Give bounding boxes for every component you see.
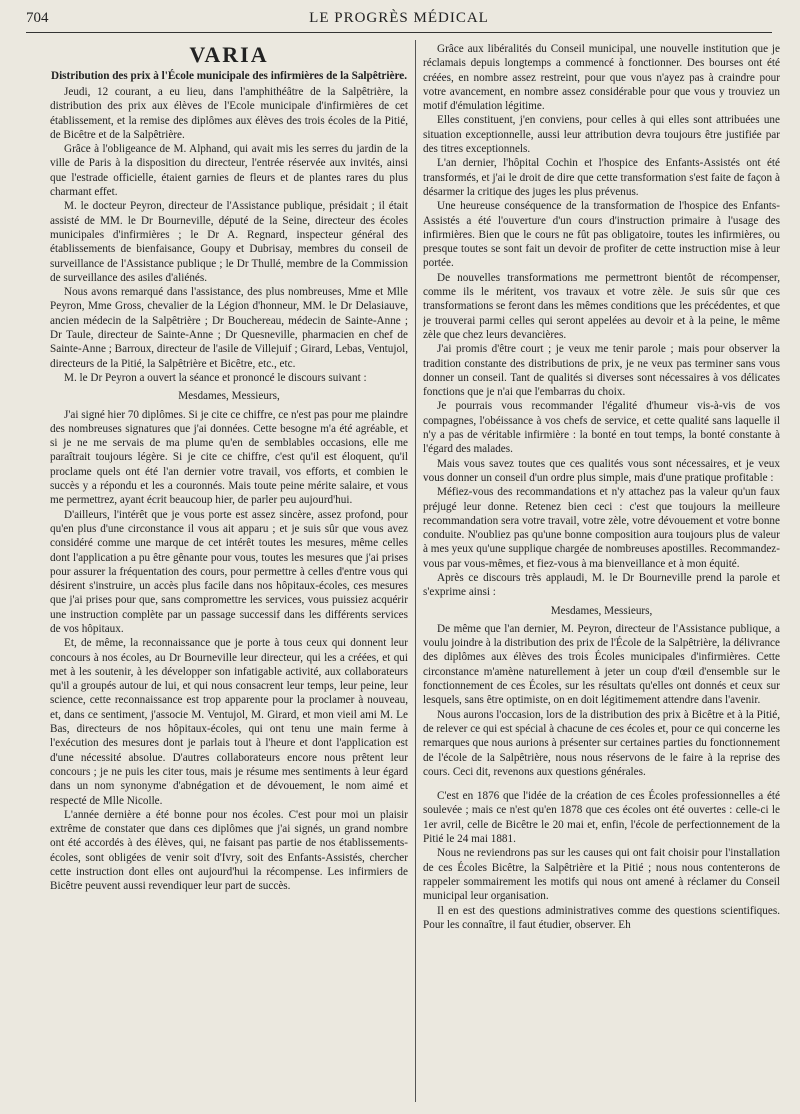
salutation: Mesdames, Messieurs, (178, 390, 280, 403)
paragraph: J'ai signé hier 70 diplômes. Si je cite ce chiffre, ce n'est pas pour me plaindre des nombreuses signatures que j'ai données. Cette besogne m'a été agréable, et si je ne me servais de ma plume qu'en de semblables occasions, elle me paraîtrait toujours légère. Si je cite ce chiffre, c'est qu'il est éloquent, qu'il proclame quels ont été l'an dernier votre travail, vos efforts, et combien le succès y a répondu et les a couronnés. Mais toute peine mérite salaire, et vous me permettrez, ayant écrit beaucoup hier, de parler peu aujourd'hui. (50, 408, 408, 507)
paragraph: Nous aurons l'occasion, lors de la distribution des prix à Bicêtre et à la Pitié, de relever ce qui est spécial à chacune de ces écoles et, pour ce qui concerne les remarques que nous aurions à présenter sur certaines parties du fonctionnement de l'école de la Salpêtrière, nous nous réservons de le faire à la reprise des cours. Ceci dit, revenons aux questions générales. (423, 708, 780, 778)
paragraph: De nouvelles transformations me permettront bientôt de récompenser, comme ils le méritent, vos travaux et votre zèle. Je suis sûr que ces transformations se feront dans les mêmes conditions que les précédentes, et que je trouverai parmi celles qui seront appelées au devoir et à la peine, le même zèle que chez leurs devancières. (423, 271, 780, 341)
paragraph: Il en est des questions administratives comme des questions scientifiques. Pour les connaître, il faut étudier, observer. Eh (423, 904, 780, 931)
paragraph: Je pourrais vous recommander l'égalité d'humeur vis-à-vis de vos compagnes, l'obéissance à vos chefs de service, et cette qualité sans laquelle il n'y a pas de véritable infirmière : la bonté en tout temps, la bonté constante à l'égard des malades. (423, 400, 780, 456)
paragraph: Une heureuse conséquence de la transformation de l'hospice des Enfants-Assistés a été l'ouverture d'un cours d'instruction primaire à l'usage des infirmières. Bien que le cours ne fût pas obligatoire, toutes les infirmières, ou presque toutes se sont fait un devoir de profiter de cette instruction mise à leur portée. (423, 200, 780, 270)
paragraph: Nous avons remarqué dans l'assistance, des plus nombreuses, Mme et Mlle Peyron, Mme Gross, chevalier de la Légion d'honneur, MM. le Dr Delasiauve, ancien médecin de la Salpêtrière ; Dr Bouchereau, médecin de Sainte-Anne ; Dr Taule, directeur de Sainte-Anne ; Dr Quesneville, pharmacien en chef de Sainte-Anne ; Barroux, directeur de l'asile de Villejuif ; Girard, Lebas, Ventujol, directeurs de la Pitié, la Salpêtrière et Bicêtre, etc., etc. (50, 286, 408, 370)
paragraph: C'est en 1876 que l'idée de la création de ces Écoles professionnelles a été soulevée ; mais ce n'est qu'en 1878 que ces écoles ont été ouvertes : celle-ci le 1er avril, celle de Bicêtre le 20 mai et, enfin, l'école de perfectionnement de la Pitié le 24 mai 1881. (423, 790, 780, 846)
paragraph: Elles constituent, j'en conviens, pour celles à qui elles sont attribuées une situation exceptionnelle, aussi leur attribution devra toujours être justifiée par des titres exceptionnels. (423, 114, 780, 156)
paragraph: L'année dernière a été bonne pour nos écoles. C'est pour moi un plaisir extrême de constater que dans ces diplômes que j'ai signés, un grand nombre ont été accordés à des élèves, qui, ne faisant pas partie de nos établissements-écoles, sont obligées de venir soit d'Ivry, soit des Enfants-Assistés, chercher cette instruction dont elles ont aujourd'hui la récompense. Les infirmiers de Bicêtre peuvent aussi revendiquer leur part de succès. (50, 808, 408, 893)
paragraph: Mais vous savez toutes que ces qualités vous sont nécessaires, et je veux vous donner un conseil d'un ordre plus simple, mais d'une pratique profitable : (423, 457, 780, 484)
page-header (26, 8, 772, 33)
paragraph: M. le docteur Peyron, directeur de l'Assistance publique, présidait ; il était assisté de MM. le Dr Bourneville, député de la Seine, directeur des écoles municipales d'infirmières ; le Dr A. Regnard, inspecteur général des établissements de bienfaisance, Goupy et Dubrisay, membres du conseil de surveillance de l'Assistance publique ; le Dr Thullé, membre de la Commission de surveillance des asiles d'aliénés. (50, 200, 408, 284)
paragraph: Après ce discours très applaudi, M. le Dr Bourneville prend la parole et s'exprime ainsi : (423, 571, 780, 599)
paragraph: De même que l'an dernier, M. Peyron, directeur de l'Assistance publique, a voulu joindre à la distribution des prix de l'École de la Salpêtrière, la délivrance des diplômes aux élèves des trois Écoles municipales d'infirmières. Cette circonstance m'amène naturellement à jeter un coup d'œil d'ensemble sur le fonctionnement de ces Écoles, sur les résultats qu'elles ont donnés et ceux sur lesquels, sans être optimiste, on en doit légitimement attendre dans l'avenir. (423, 622, 780, 707)
section-title: VARIA (189, 42, 269, 67)
page-number: 704 (26, 10, 49, 26)
salutation: Mesdames, Messieurs, (550, 604, 653, 617)
article-title: Distribution des prix à l'École municipale des infirmières de la Salpêtrière. (50, 70, 407, 82)
paragraph: L'an dernier, l'hôpital Cochin et l'hospice des Enfants-Assistés ont été transformés, et j'ai le droit de dire que cette transformation s'est faite de façon à désarmer la critique des juges les plus prévenus. (423, 157, 780, 198)
paragraph: Méfiez-vous des recommandations et n'y attachez pas la valeur qu'un faux préjugé leur donne. Retenez bien ceci : c'est que toujours la meilleure recommandation sera votre travail, votre zèle, votre dévouement et votre bonne conduite. N'oubliez pas qu'une bonne composition aura toujours plus de valeur à mes yeux qu'une supplique chargée de nombreuses apostilles. Recommandez-vous par vous-mêmes, et fiez-vous à ma bienveillance et à mon équité. (423, 486, 780, 570)
paragraph: Jeudi, 12 courant, a eu lieu, dans l'amphithéâtre de la Salpêtrière, la distribution des prix aux élèves de l'Ecole municipale d'infirmières de cet établissement, et la remise des diplômes aux élèves des trois écoles de la Pitié, de Bicêtre et de la Salpêtrière. (50, 86, 408, 141)
column-divider (415, 40, 416, 1102)
paragraph: Nous ne reviendrons pas sur les causes qui ont fait choisir pour l'installation de ces Écoles Bicêtre, la Salpêtrière et la Pitié ; nous nous contenterons de rappeler sommairement les motifs qui nous ont amené à réclamer du Conseil municipal leur organisation. (423, 847, 780, 903)
paragraph: Et, de même, la reconnaissance que je porte à tous ceux qui donnent leur concours à nos écoles, au Dr Bourneville leur directeur, qui les a créées, et qui met à les soutenir, à les développer son infatigable activité, aux collaborateurs qu'il a groupés autour de lui, et qui nous consacrent leur temps, leur peine, leur science, cette reconnaissance est trop apparente pour la proclamer à nouveau, et, dans ce sentiment, j'associe M. Ventujol, M. Girard, et mon vieil ami M. Le Bas, directeurs de nos hôpitaux-écoles, qui ont tenu une main ferme à l'exécution des mesures dont je parlais tout à l'heure et dont l'application est d'une nécessité absolue. D'autres collaborateurs encore nous prêtent leur concours ; je ne puis les citer tous, mais je résume mes sentiments à leur égard dans un nom synonyme d'abnégation et de dévouement, le nom aimé et respecté de Mlle Nicolle. (50, 637, 408, 807)
paragraph: Grâce à l'obligeance de M. Alphand, qui avait mis les serres du jardin de la ville de Paris à la disposition du directeur, l'entrée réservée aux invités, ainsi que l'estrade officielle, étaient garnies de fleurs et de plantes rares du plus charmant effet. (50, 143, 408, 199)
paragraph: Grâce aux libéralités du Conseil municipal, une nouvelle institution que je réclamais depuis longtemps a commencé à fonctionner. Des bourses ont été créées, en nombre assez restreint, pour que vous n'ayez pas à craindre pour votre avancement, en nombre assez considérable pour que vous y trouviez un motif d'émulation légitime. (423, 43, 780, 113)
paragraph: D'ailleurs, l'intérêt que je vous porte est assez sincère, assez profond, pour qu'en plus d'une circonstance il vous ait apparu ; et je suis sûr que vous avez considéré comme une marque de cet intérêt toutes les mesures, même celles dont l'application a pu être gênante pour vous, toutes les mesures que j'ai prises pour assurer la fréquentation des cours, pour permettre à celles d'entre vous qui désirent s'instruire, un accès plus facile dans nos hôpitaux-écoles, ces mesures que j'ai prises pour que, sans compromettre les services, vous puissiez acquérir une instruction complète par un passage successif dans les différents services de vos hôpitaux. (50, 508, 408, 635)
left-column (50, 42, 408, 1100)
paragraph: J'ai promis d'être court ; je veux me tenir parole ; mais pour observer la tradition constante des distributions de prix, je ne veux pas terminer sans vous donner un conseil. Tant de qualités si diverses sont nécessaires à vos délicates fonctions que je n'ai que l'embarras du choix. (423, 343, 780, 399)
running-title: LE PROGRÈS MÉDICAL (309, 10, 489, 26)
paragraph: M. le Dr Peyron a ouvert la séance et prononcé le discours suivant : (64, 371, 367, 384)
right-column (423, 42, 780, 1100)
